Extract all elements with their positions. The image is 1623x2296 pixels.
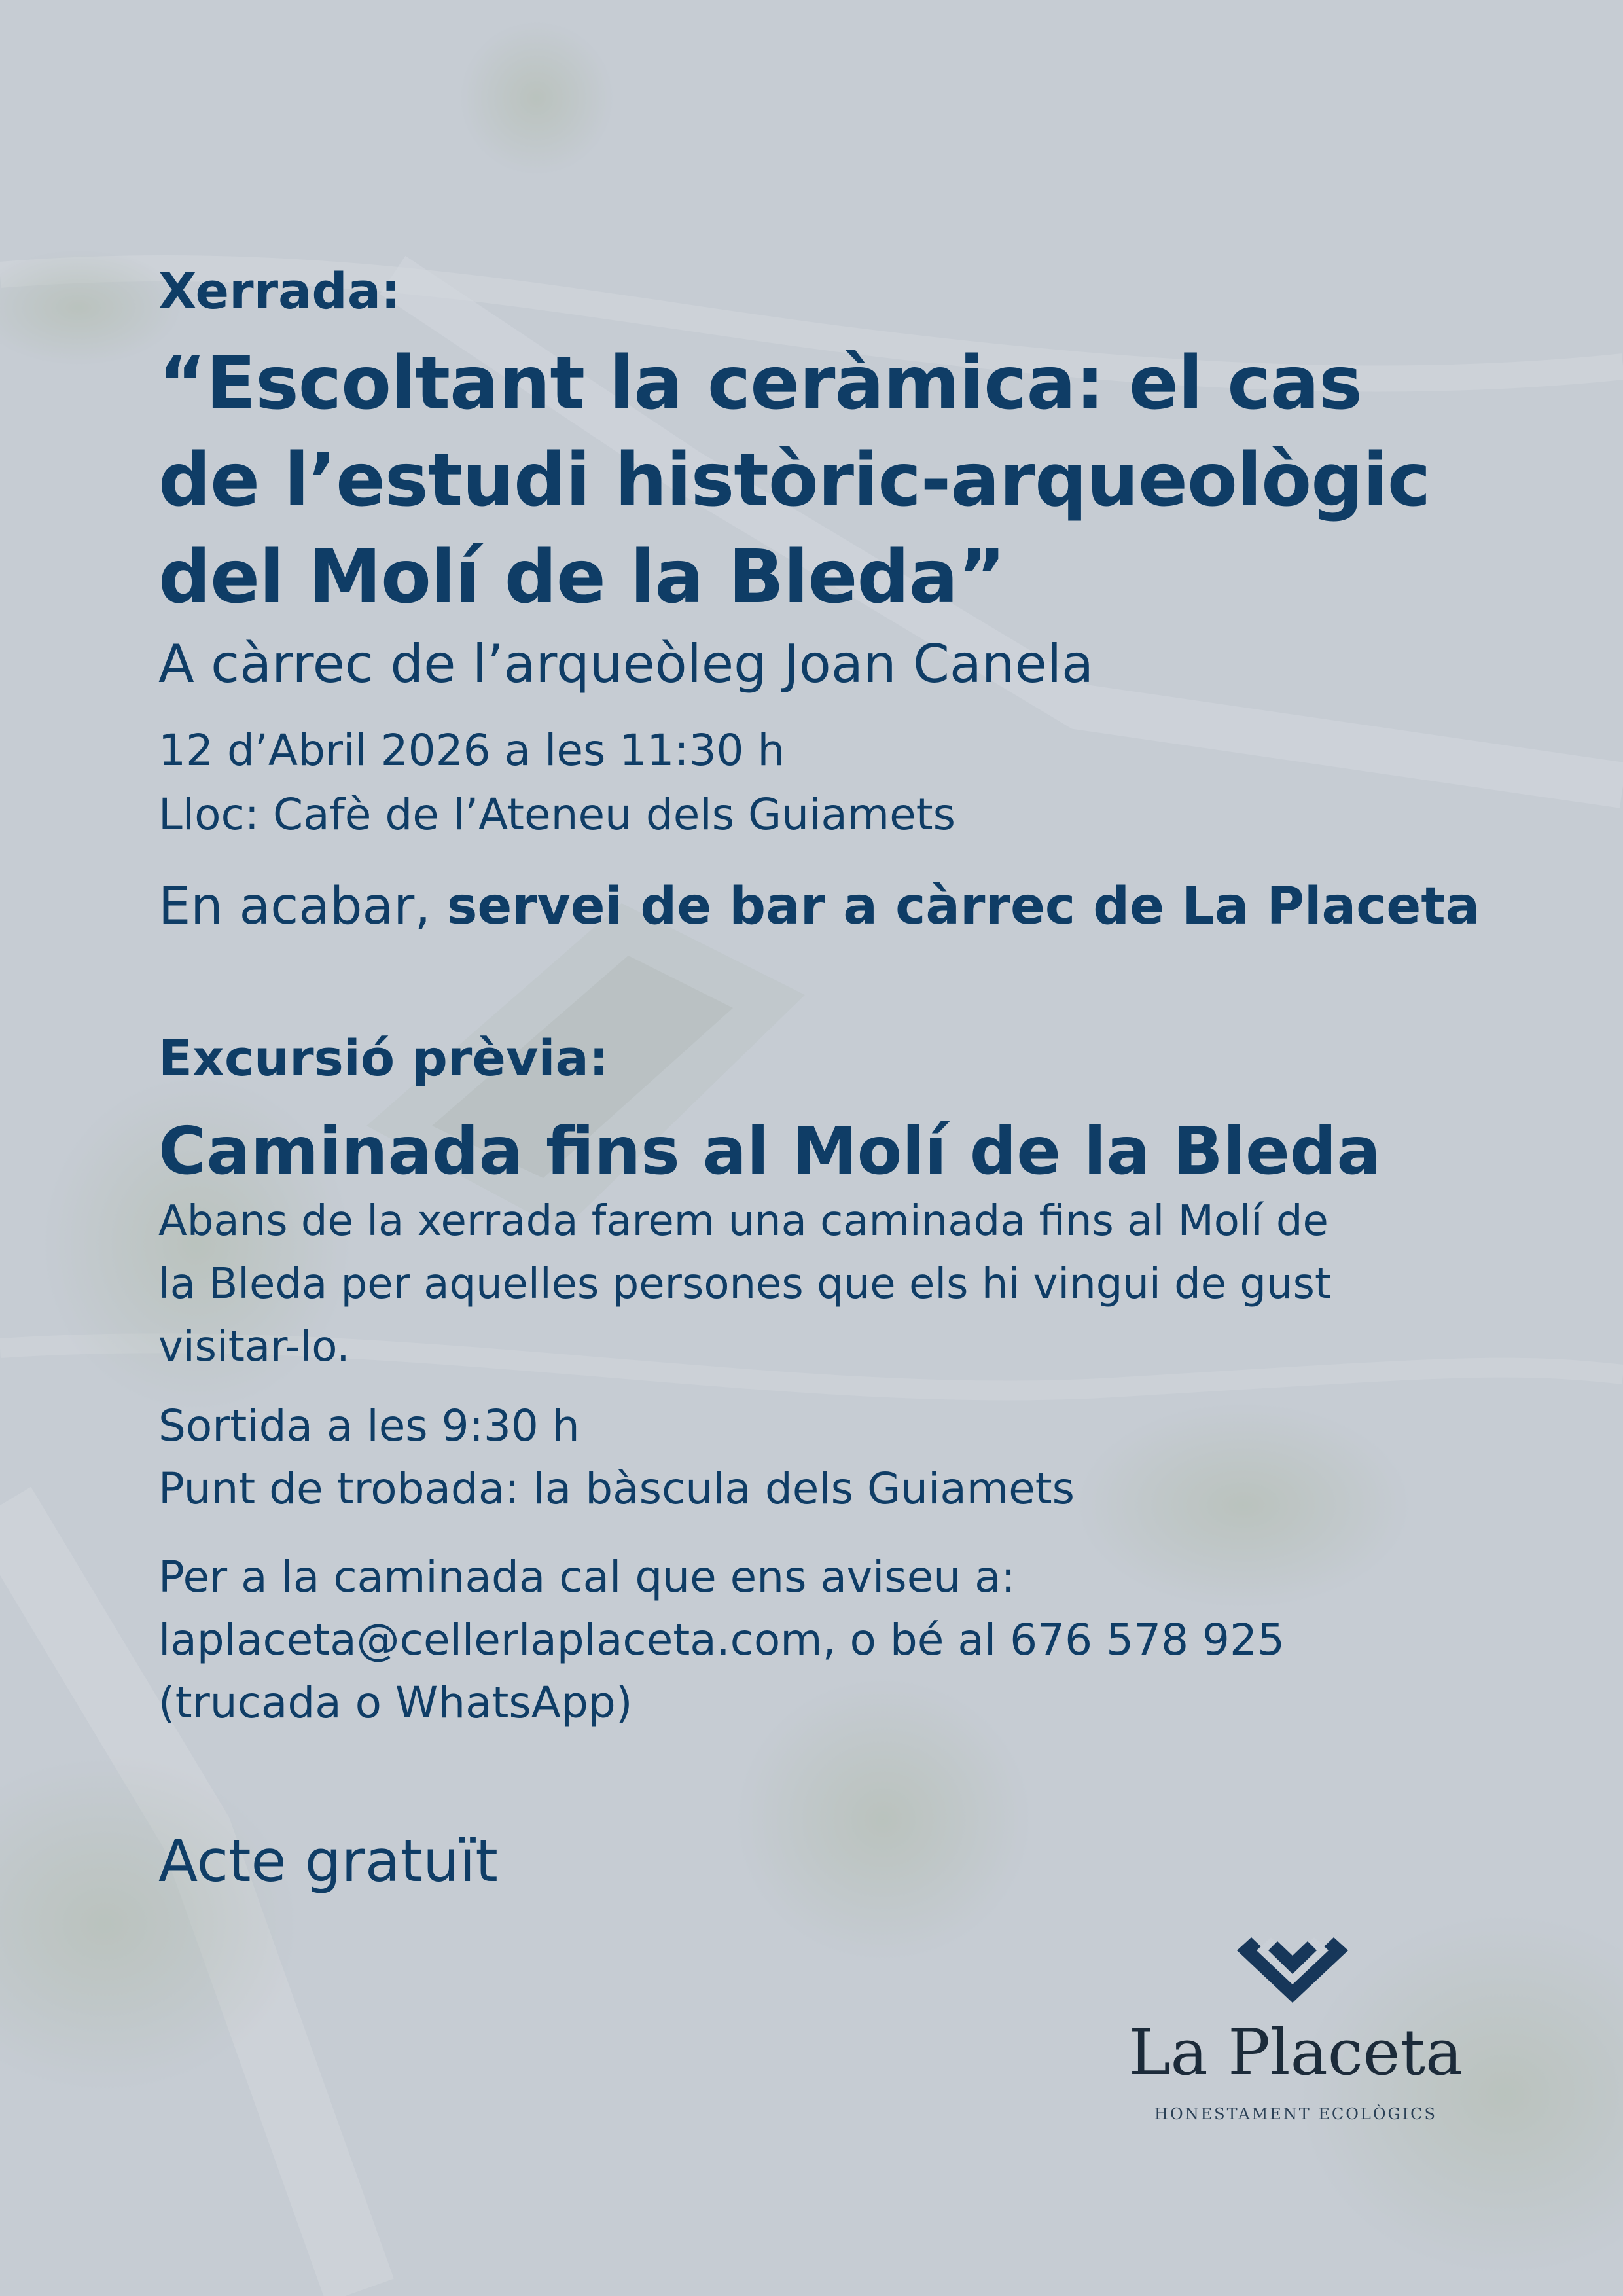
excursion-contact <box>158 1546 1285 1734</box>
bar-service-highlight: servei de bar a càrrec de La Placeta <box>446 877 1480 936</box>
excursion-description-line: la Bleda per aquelles persones que els hi vingui de gust <box>158 1260 1332 1308</box>
talk-venue: Lloc: Cafè de l’Ateneu dels Guiamets <box>158 789 955 840</box>
contact-line: (trucada o WhatsApp) <box>158 1677 633 1728</box>
bar-service-prefix: En acabar, <box>158 877 447 936</box>
bar-service-note <box>158 877 1480 936</box>
excursion-description-line: Abans de la xerrada farem una caminada fins al Molí de <box>158 1197 1329 1246</box>
excursion-departure: Sortida a les 9:30 h <box>158 1401 580 1451</box>
logo-wordmark: La Placeta <box>1128 2016 1463 2089</box>
talk-label: Xerrada: <box>158 262 401 320</box>
contact-line: Per a la caminada cal que ens aviseu a: <box>158 1552 1016 1602</box>
talk-title-line: de l’estudi històric-arqueològic <box>158 438 1431 523</box>
excursion-title: Caminada fins al Molí de la Bleda <box>158 1113 1381 1189</box>
excursion-description-line: visitar-lo. <box>158 1323 350 1371</box>
talk-title <box>158 335 1430 626</box>
talk-date: 12 d’Abril 2026 a les 11:30 h <box>158 725 785 776</box>
talk-title-line: “Escoltant la ceràmica: el cas <box>158 341 1362 426</box>
excursion-description <box>158 1190 1493 1378</box>
excursion-label: Excursió prèvia: <box>158 1029 609 1087</box>
talk-speaker: A càrrec de l’arqueòleg Joan Canela <box>158 634 1094 694</box>
contact-line: laplaceta@cellerlaplaceta.com, o bé al 676 578 925 <box>158 1615 1285 1665</box>
logo-tagline: HONESTAMENT ECOLÒGICS <box>1154 2105 1437 2123</box>
free-event-note: Acte gratuït <box>158 1827 498 1895</box>
talk-title-line: del Molí de la Bleda” <box>158 535 1005 620</box>
la-placeta-logo <box>1113 1931 1479 2127</box>
excursion-meeting-point: Punt de trobada: la bàscula dels Guiamets <box>158 1463 1075 1514</box>
double-chevron-icon <box>1237 1937 1348 2009</box>
